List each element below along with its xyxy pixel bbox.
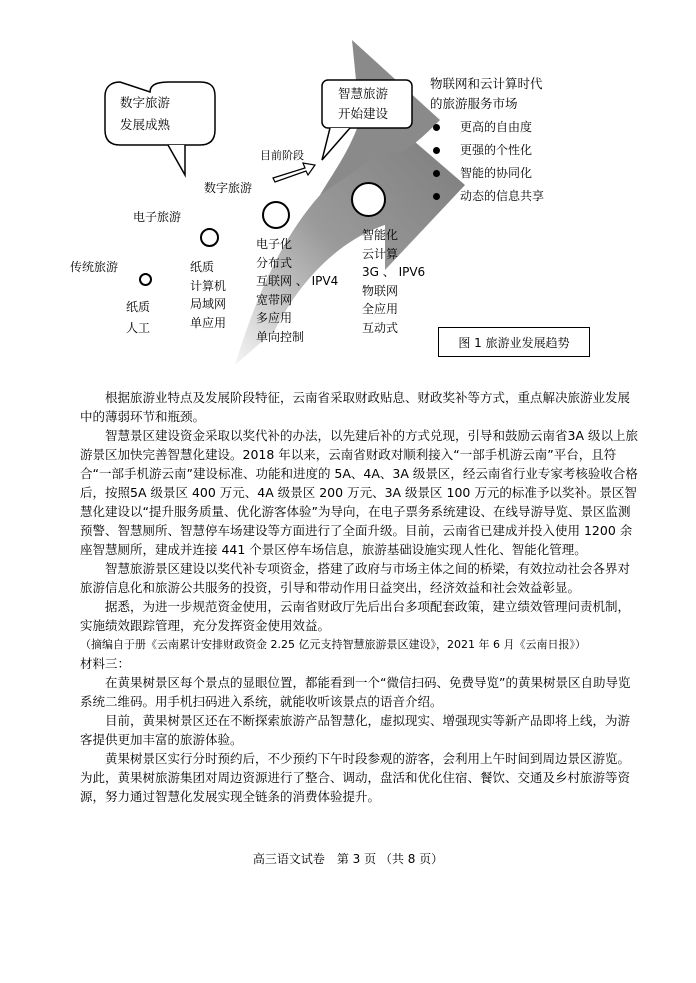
stage-circle-medium [200, 228, 219, 247]
stage-traditional-label: 传统旅游 [70, 260, 119, 274]
column-computer: 纸质 计算机 局域网 单应用 [190, 260, 227, 330]
bubble-left-tail [168, 145, 185, 175]
paragraph: 据悉，为进一步规范资金使用，云南省财政厅先后出台多项配套政策，建立绩效管理问责机制，实施绩效跟踪管理，充分发挥资金使用效益。 [80, 599, 631, 633]
stage-circle-large [262, 201, 290, 229]
page-footer: 高三语文试卷 第 3 页 （共 8 页） [252, 852, 444, 866]
stage-electronic-label: 电子旅游 [133, 210, 182, 224]
market-bullet-list [430, 116, 544, 208]
bubble-right-text [338, 84, 388, 124]
figure-caption: 图 1 旅游业发展趋势 [438, 327, 590, 357]
bullet-dot-icon [433, 170, 440, 177]
paragraph: 目前，黄果树景区还在不断探索旅游产品智慧化，虚拟现实、增强现实等新产品即将上线，为游客提供更加丰富的旅游体验。 [80, 713, 631, 747]
paragraph: 黄果树景区实行分时预约后，不少预约下午时段参观的游客，会利用上午时间到周边景区游览。为此，黄果树旅游集团对周边资源进行了整合、调动，盘活和优化住宿、餐饮、交通及乡村旅游等资源，努力通过智慧化发展实现全链条的消费体验提升。 [80, 751, 631, 804]
bubble-right-line: 开始建设 [338, 106, 389, 121]
stage-digital-label: 数字旅游 [204, 181, 253, 195]
trend-arrow-graphic [0, 0, 696, 380]
current-stage-label: 目前阶段 [260, 149, 304, 162]
column-smart: 智能化 云计算 3G 、 IPV6 物联网 全应用 互动式 [362, 228, 426, 335]
market-title-line: 物联网和云计算时代 [430, 76, 543, 91]
stage-circle-xlarge [351, 182, 386, 217]
bubble-left-line: 发展成熟 [120, 117, 171, 132]
tourism-trend-figure [0, 0, 696, 380]
paragraph: 智慧景区建设资金采取以奖代补的办法，以先建后补的方式兑现，引导和鼓励云南省3A 级以上旅游景区加快完善智慧化建设。2018 年以来，云南省财政对顺利接入“一部手机游云南”平台，且符合“一部手机游云南”建设标准、功能和进度的 5A、4A、3A 级景区，经云南省行业专家考核验收合格后，按照5A 级景区 400 万元、4A 级景区 200 万元、3A 级景区 100 万元的标准予以奖补。景区智慧化建设以“提升服务质量、优化游客体验”为导向，在电子票务系统建设、在线导游导览、景区监测预警、智慧厕所、智慧停车场建设等方面进行了全面升级。目前，云南省已建成并投入使用 1200 余座智慧厕所，建成并连接 441 个景区停车场信息，旅游基础设施实现人性化、智能化管理。 [80, 428, 638, 557]
bullet-dot-icon [433, 193, 440, 200]
paragraph: 根据旅游业特点及发展阶段特征，云南省采取财政贴息、财政奖补等方式，重点解决旅游业发展中的薄弱环节和瓶颈。 [80, 390, 631, 424]
material-heading: 材料三： [80, 656, 131, 671]
market-bullet: 更高的自由度 [430, 116, 544, 139]
bubble-left-text [120, 92, 170, 136]
current-stage-arrow [273, 163, 315, 182]
market-title [430, 74, 543, 114]
column-paper: 纸质 人工 [126, 300, 151, 335]
bubble-right-line: 智慧旅游 [338, 86, 389, 101]
market-title-line: 的旅游服务市场 [430, 96, 518, 111]
market-bullet: 更强的个性化 [430, 139, 544, 162]
article-body [80, 388, 640, 806]
market-bullet: 动态的信息共享 [430, 185, 544, 208]
source-note: （摘编自于册《云南累计安排财政资金 2.25 亿元支持智慧旅游景区建设》，2021 年 6 月《云南日报》） [80, 638, 586, 651]
paragraph: 在黄果树景区每个景点的显眼位置，都能看到一个“微信扫码、免费导览”的黄果树景区自助导览系统二维码。用手机扫码进入系统，就能收听该景点的语音介绍。 [80, 675, 631, 709]
stage-circle-small [139, 273, 152, 286]
bullet-dot-icon [433, 124, 440, 131]
bullet-dot-icon [433, 147, 440, 154]
column-electronic: 电子化 分布式 互联网 、 IPV4 宽带网 多应用 单向控制 [256, 237, 339, 344]
bubble-left-line: 数字旅游 [120, 95, 171, 110]
paragraph: 智慧旅游景区建设以奖代补专项资金，搭建了政府与市场主体之间的桥梁，有效拉动社会各界对旅游信息化和旅游公共服务的投资，引导和带动作用日益突出，经济效益和社会效益彰显。 [80, 561, 631, 595]
market-bullet: 智能的协同化 [430, 162, 544, 185]
